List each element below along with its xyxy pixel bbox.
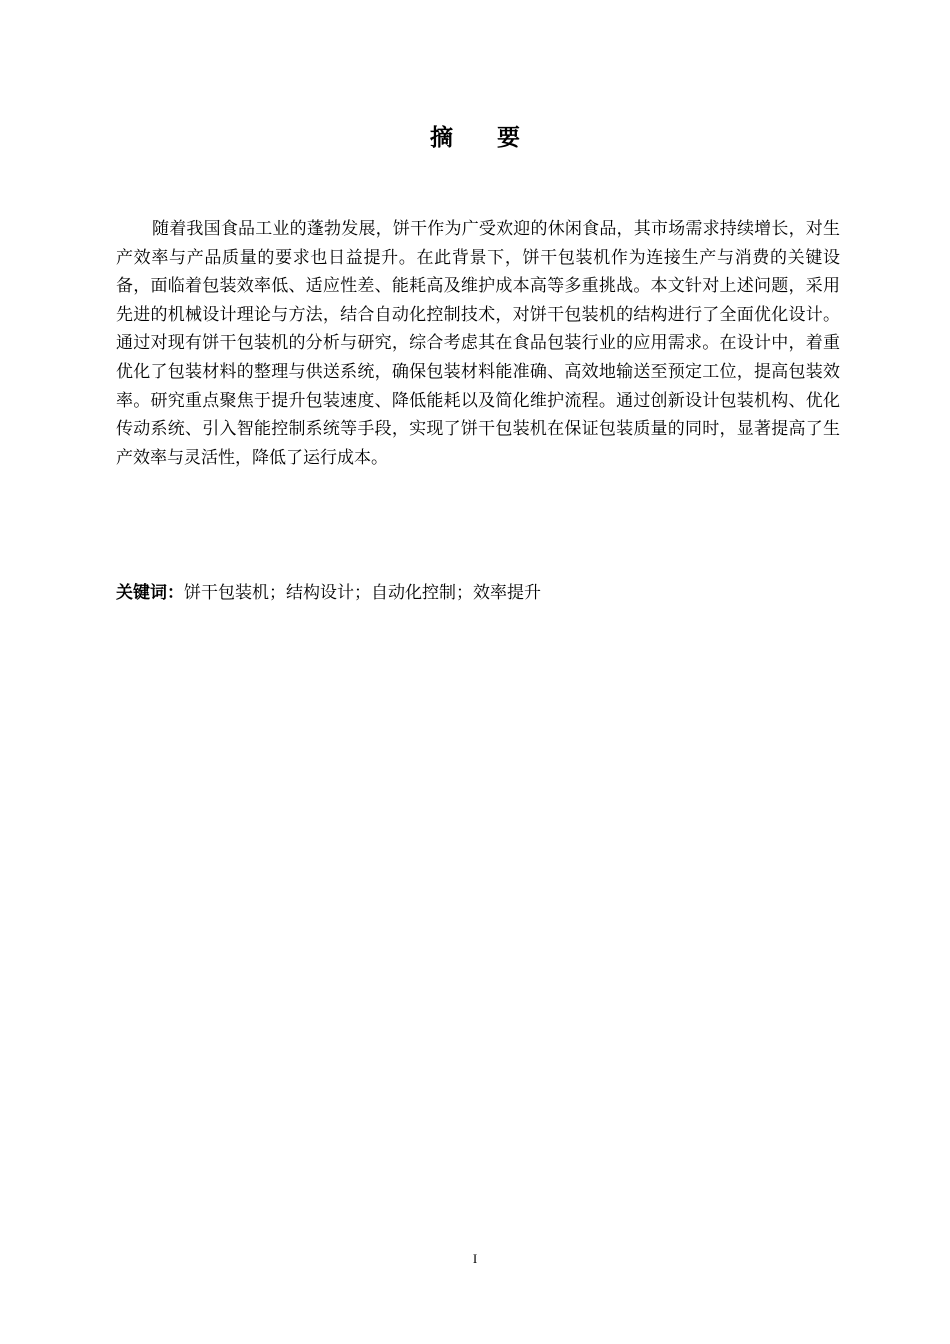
- keywords-label: 关键词：: [116, 583, 184, 603]
- page-number: I: [472, 1251, 478, 1266]
- keywords-line: [116, 579, 840, 607]
- abstract-paragraph: 随着我国食品工业的蓬勃发展，饼干作为广受欢迎的休闲食品，其市场需求持续增长，对生产效率与产品质量的要求也日益提升。在此背景下，饼干包装机作为连接生产与消费的关键设备，面临着包装效率低、适应性差、能耗高及维护成本高等多重挑战。本文针对上述问题，采用先进的机械设计理论与方法，结合自动化控制技术，对饼干包装机的结构进行了全面优化设计。通过对现有饼干包装机的分析与研究，综合考虑其在食品包装行业的应用需求。在设计中，着重优化了包装材料的整理与供送系统，确保包装材料能准确、高效地输送至预定工位，提高包装效率。研究重点聚焦于提升包装速度、降低能耗以及简化维护流程。通过创新设计包装机构、优化传动系统、引入智能控制系统等手段，实现了饼干包装机在保证包装质量的同时，显著提高了生产效率与灵活性，降低了运行成本。: [116, 219, 840, 468]
- keywords-text: 饼干包装机；结构设计；自动化控制；效率提升: [184, 583, 541, 603]
- abstract-title: 摘 要: [429, 125, 538, 151]
